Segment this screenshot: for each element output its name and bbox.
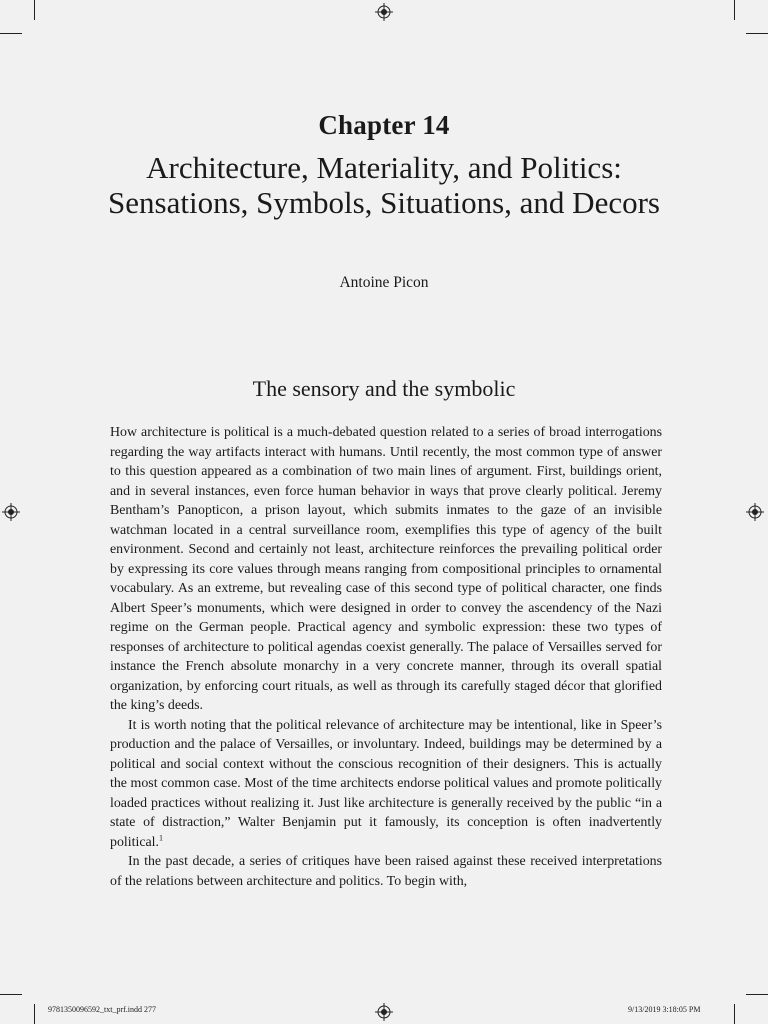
crop-mark-top-left-h: [0, 33, 22, 34]
section-heading: The sensory and the symbolic: [252, 376, 516, 401]
registration-mark-bottom-icon: [375, 1003, 393, 1021]
registration-mark-left-icon: [2, 503, 20, 521]
registration-mark-right-icon: [746, 503, 764, 521]
crop-mark-bottom-left-h: [0, 994, 22, 995]
chapter-number: Chapter 14: [318, 110, 450, 140]
footnote-marker[interactable]: 1: [159, 832, 163, 842]
slug-date: 9/13/2019 3:18:05 PM: [628, 1005, 701, 1014]
crop-mark-bottom-right-h: [746, 994, 768, 995]
paragraph: [110, 716, 662, 853]
paragraph: [110, 852, 662, 891]
chapter-title: Architecture, Materiality, and Politics: Sensations, Symbols, Situations, and Decors: [108, 150, 660, 220]
crop-mark-top-right: [734, 0, 735, 20]
crop-mark-top-right-h: [746, 33, 768, 34]
crop-mark-bottom-right: [734, 1004, 735, 1024]
slug-file: 9781350096592_txt_prf.indd 277: [48, 1005, 156, 1014]
author-name: Antoine Picon: [339, 274, 429, 291]
paragraph: [110, 423, 662, 716]
paragraph-text: It is worth noting that the political relevance of architecture may be intentional, like in Speer’s production and the palace of Versailles, or involuntary. Indeed, buildings may be determined by a political and social context without the conscious recognition of their designers. This is actually the most common case. Most of the time architects endorse political values and promote politically loaded practices without realizing it. Just like architecture is generally received by the public “in a state of distraction,” Walter Benjamin put it famously, its conception is often inadvertently political.: [110, 717, 662, 850]
paragraph-text: How architecture is political is a much-debated question related to a series of broad interrogations regarding the way artifacts interact with humans. Until recently, the most common type of answer to this question appeared as a combination of two main lines of argument. First, buildings orient, and in several instances, even force human behavior in ways that prove clearly political. Jeremy Bentham’s Panopticon, a prison layout, which submits inmates to the gaze of an invisible watchman located in a central surveillance room, exemplifies this type of agency of the built environment. Second and certainly not least, architecture reinforces the prevailing political order by expressing its core values through means ranging from compositional principles to ornamental vocabulary. As an extreme, but revealing case of this second type of political character, one finds Albert Speer’s monuments, which were designed in order to convey the ascendency of the Nazi regime on the German people. Practical agency and symbolic expression: these two types of responses of architecture to political agendas coexist generally. The palace of Versailles served for instance the French absolute monarchy in a very concrete manner, through its overall spatial organization, by enforcing court rituals, as well as through its carefully staged décor that glorified the king’s deeds.: [110, 425, 662, 713]
paragraph-text: In the past decade, a series of critiques have been raised against these received interpretations of the relations between architecture and politics. To begin with,: [110, 854, 662, 889]
body-text: [110, 423, 662, 891]
registration-mark-top-icon: [375, 3, 393, 21]
crop-mark-top-left: [34, 0, 35, 20]
crop-mark-bottom-left: [34, 1004, 35, 1024]
